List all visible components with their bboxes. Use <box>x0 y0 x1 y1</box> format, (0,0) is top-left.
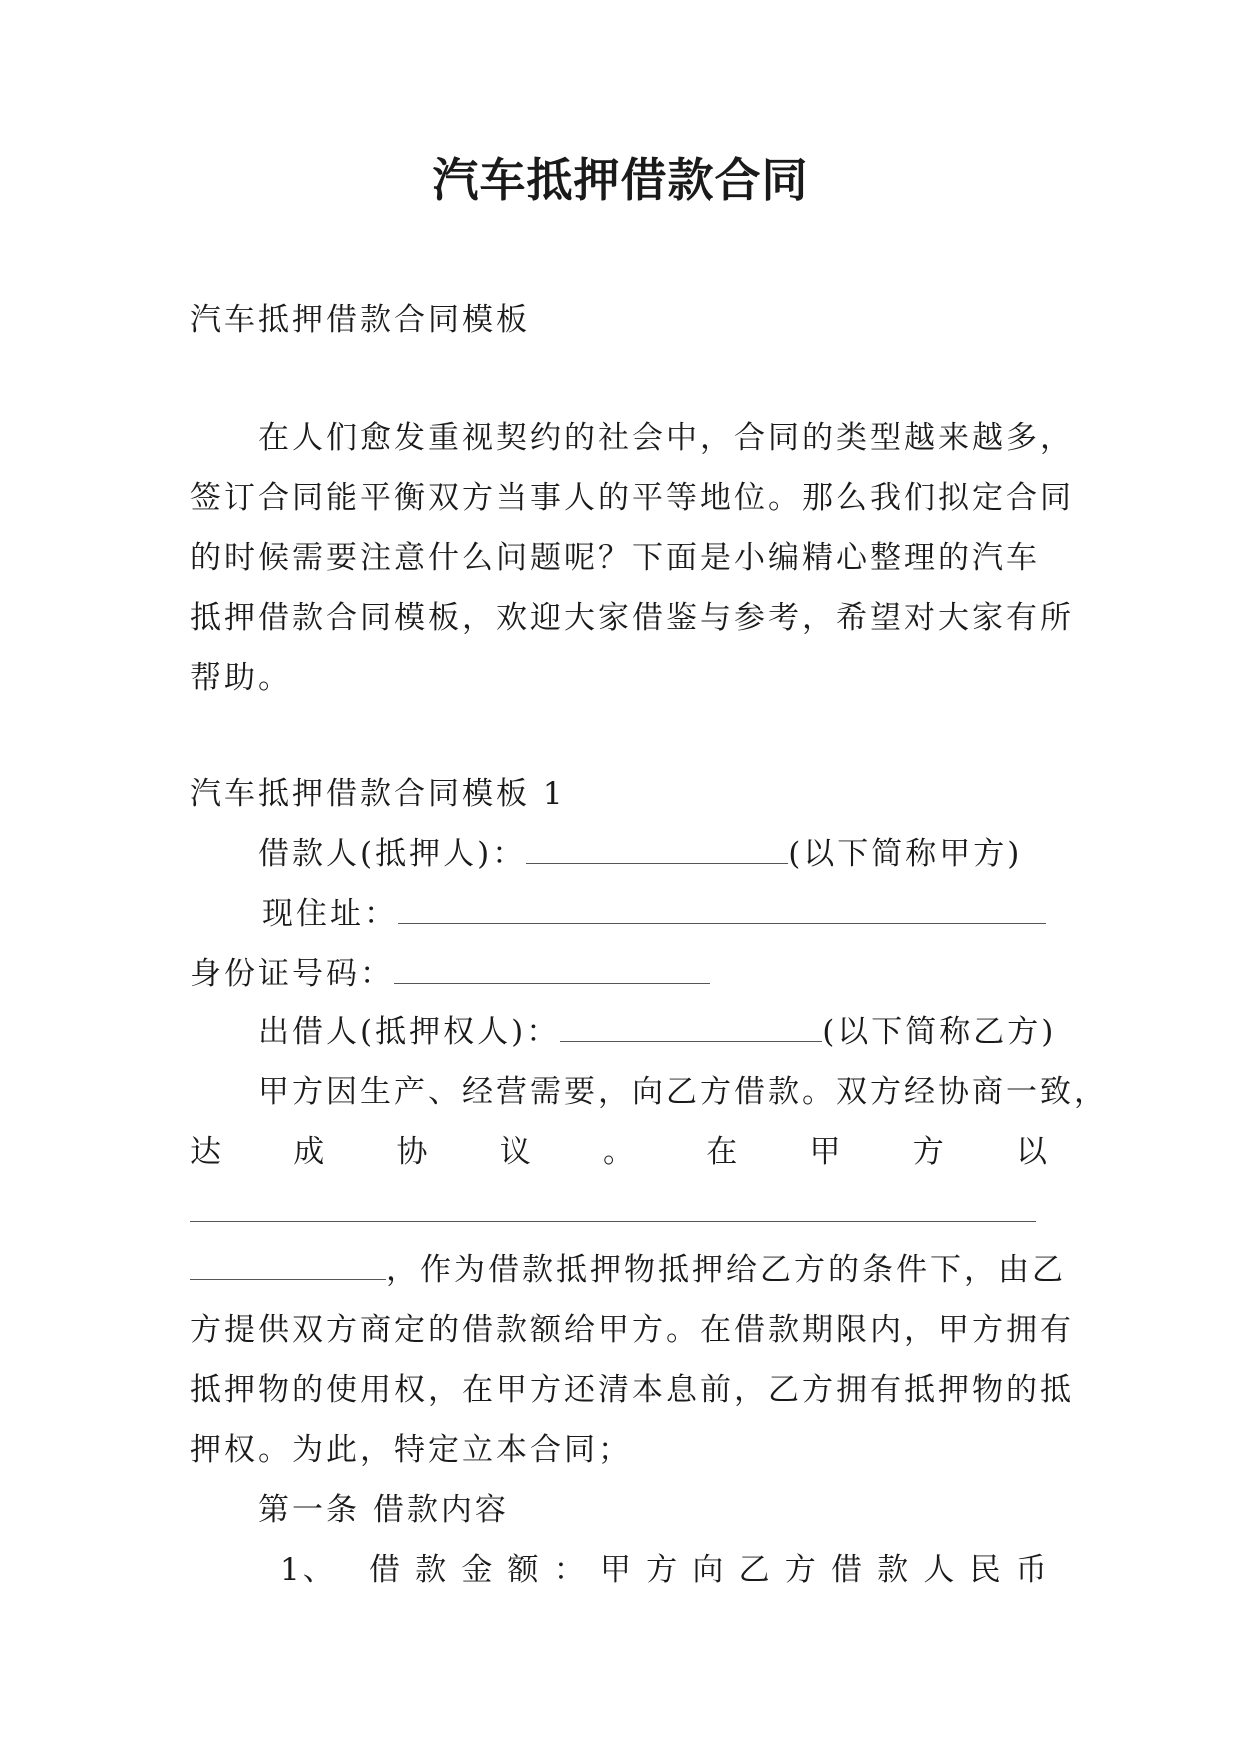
lender-blank[interactable] <box>560 1013 822 1042</box>
intro-line-1: 在人们愈发重视契约的社会中，合同的类型越来越多， <box>258 420 1074 456</box>
body-line-4 <box>190 1250 1066 1290</box>
borrower-label: 借款人(抵押人)： <box>258 836 527 872</box>
item-word: 人 <box>923 1552 958 1588</box>
item-word: 款 <box>877 1552 912 1588</box>
intro-line-5: 帮助。 <box>190 660 292 696</box>
id-number-line <box>190 954 1050 994</box>
body-word: 方 <box>912 1134 947 1170</box>
body-line-4-text: ，作为借款抵押物抵押给乙方的条件下，由乙 <box>386 1252 1066 1288</box>
item-word: 甲 <box>599 1552 634 1588</box>
item-word: 向 <box>692 1552 727 1588</box>
body-word: 议 <box>499 1134 534 1170</box>
item-word: 币 <box>1015 1552 1050 1588</box>
subtitle: 汽车抵押借款合同模板 <box>190 302 530 338</box>
document-title: 汽车抵押借款合同 <box>432 153 809 207</box>
item-1-line <box>280 1550 1050 1590</box>
address-blank[interactable] <box>398 895 1046 924</box>
id-number-label: 身份证号码： <box>190 956 394 992</box>
body-word: 。 <box>603 1134 637 1170</box>
item-word: ： <box>553 1552 588 1588</box>
body-word: 协 <box>396 1134 431 1170</box>
body-word: 在 <box>706 1134 741 1170</box>
template-heading: 汽车抵押借款合同模板 1 <box>190 776 566 812</box>
collateral-blank-line[interactable] <box>190 1221 1036 1222</box>
item-word: 借 <box>368 1552 403 1588</box>
borrower-line <box>258 834 1118 874</box>
body-word: 以 <box>1016 1134 1050 1170</box>
lender-label: 出借人(抵押权人)： <box>258 1014 561 1050</box>
body-line-6: 抵押物的使用权，在甲方还清本息前，乙方拥有抵押物的抵 <box>190 1372 1074 1408</box>
item-word: 借 <box>830 1552 865 1588</box>
item-word: 方 <box>784 1552 819 1588</box>
item-word: 额 <box>507 1552 542 1588</box>
address-line <box>262 894 1122 934</box>
intro-line-3: 的时候需要注意什么问题呢？下面是小编精心整理的汽车 <box>190 540 1040 576</box>
body-word: 成 <box>293 1134 328 1170</box>
item-word: 金 <box>461 1552 496 1588</box>
body-line-5: 方提供双方商定的借款额给甲方。在借款期限内，甲方拥有 <box>190 1312 1074 1348</box>
body-line-2 <box>190 1132 1050 1172</box>
item-1-number: 1、 <box>280 1552 337 1588</box>
intro-line-2: 签订合同能平衡双方当事人的平等地位。那么我们拟定合同 <box>190 480 1074 516</box>
intro-line-4: 抵押借款合同模板，欢迎大家借鉴与参考，希望对大家有所 <box>190 600 1074 636</box>
body-word: 甲 <box>809 1134 844 1170</box>
body-word: 达 <box>190 1134 224 1170</box>
body-line-7: 押权。为此，特定立本合同； <box>190 1432 632 1468</box>
address-label: 现住址： <box>262 896 398 932</box>
lender-line <box>258 1012 1118 1052</box>
collateral-blank[interactable] <box>190 1251 386 1280</box>
item-word: 乙 <box>738 1552 773 1588</box>
borrower-suffix: (以下简称甲方) <box>788 836 1023 872</box>
id-number-blank[interactable] <box>394 955 710 984</box>
item-word: 民 <box>969 1552 1004 1588</box>
lender-suffix: (以下简称乙方) <box>822 1014 1057 1050</box>
article-1-heading: 第一条 借款内容 <box>258 1492 509 1528</box>
borrower-blank[interactable] <box>526 835 788 864</box>
item-word: 款 <box>415 1552 450 1588</box>
body-line-1: 甲方因生产、经营需要，向乙方借款。双方经协商一致， <box>258 1074 1108 1110</box>
item-word: 方 <box>646 1552 681 1588</box>
